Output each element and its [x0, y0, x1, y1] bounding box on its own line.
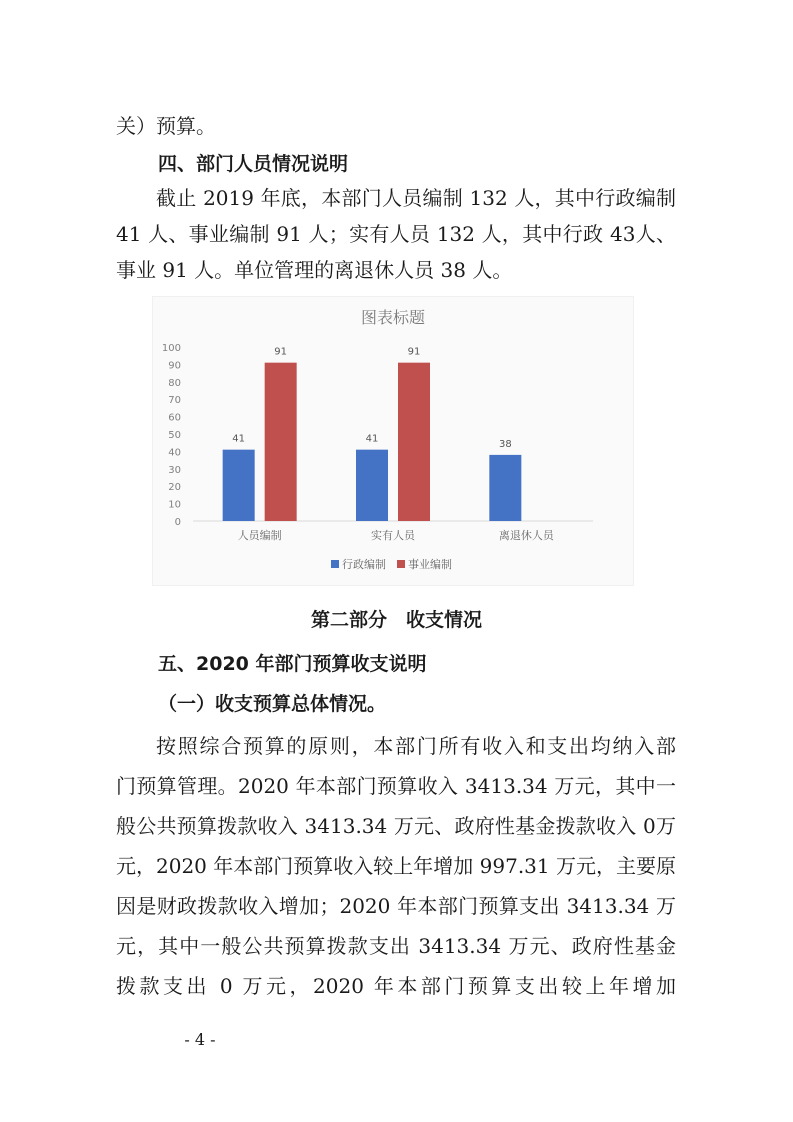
y-tick-label: 70	[168, 395, 181, 407]
paragraph-line: 般公共预算拨款收入 3413.34 万元、政府性基金拨款收入 0万	[116, 814, 676, 838]
bar-admin	[356, 450, 388, 521]
personnel-bar-chart	[152, 296, 634, 586]
y-tick-label: 40	[168, 447, 181, 459]
paragraph-line: 按照综合预算的原则，本部门所有收入和支出均纳入部	[156, 734, 676, 758]
text-line: 41 人、事业编制 91 人；实有人员 132 人，其中行政 43人、	[116, 222, 676, 246]
data-label: 41	[232, 433, 246, 445]
legend-swatch	[331, 560, 339, 568]
data-label: 41	[365, 433, 379, 445]
text-line: 事业 91 人。单位管理的离退休人员 38 人。	[116, 258, 513, 282]
part-title: 第二部分 收支情况	[310, 609, 482, 631]
bar-institution	[398, 363, 430, 521]
y-tick-label: 0	[174, 517, 181, 528]
y-tick-label: 80	[168, 377, 181, 389]
bar-admin	[223, 450, 255, 521]
section-heading-personnel: 四、部门人员情况说明	[158, 153, 349, 175]
chart-canvas	[153, 297, 633, 585]
legend-swatch	[397, 560, 405, 568]
y-tick-label: 50	[168, 430, 181, 441]
paragraph-line: 元，2020 年本部门预算收入较上年增加 997.31 万元，主要原	[116, 854, 676, 878]
bar-admin	[489, 455, 521, 521]
y-tick-label: 20	[168, 482, 181, 494]
section-title: 五、2020 年部门预算收支说明	[158, 653, 427, 675]
text-line: 关）预算。	[116, 114, 216, 138]
legend-label: 事业编制	[408, 558, 452, 571]
x-tick-label: 离退休人员	[498, 529, 554, 542]
data-label: 91	[407, 346, 421, 358]
data-label: 38	[498, 438, 512, 450]
subsection-title: （一）收支预算总体情况。	[158, 693, 387, 715]
y-tick-label: 10	[168, 499, 181, 511]
bar-institution	[265, 363, 297, 521]
paragraph-line: 元，其中一般公共预算拨款支出 3413.34 万元、政府性基金	[116, 934, 676, 958]
page-number: - 4 -	[184, 1030, 216, 1049]
data-label: 91	[274, 346, 288, 358]
y-tick-label: 30	[168, 464, 181, 476]
y-tick-label: 90	[168, 360, 181, 372]
legend-label: 行政编制	[342, 558, 386, 571]
paragraph-line: 拨款支出 0 万元，2020 年本部门预算支出较上年增加	[116, 974, 676, 998]
paragraph-line: 因是财政拨款收入增加；2020 年本部门预算支出 3413.34 万	[116, 894, 676, 918]
x-tick-label: 人员编制	[237, 529, 282, 542]
paragraph-line: 门预算管理。2020 年本部门预算收入 3413.34 万元，其中一	[116, 774, 676, 798]
y-tick-label: 100	[161, 343, 181, 354]
x-tick-label: 实有人员	[371, 529, 415, 542]
y-tick-label: 60	[168, 412, 181, 424]
text-line: 截止 2019 年底，本部门人员编制 132 人，其中行政编制	[156, 186, 676, 210]
chart-title: 图表标题	[360, 308, 426, 327]
